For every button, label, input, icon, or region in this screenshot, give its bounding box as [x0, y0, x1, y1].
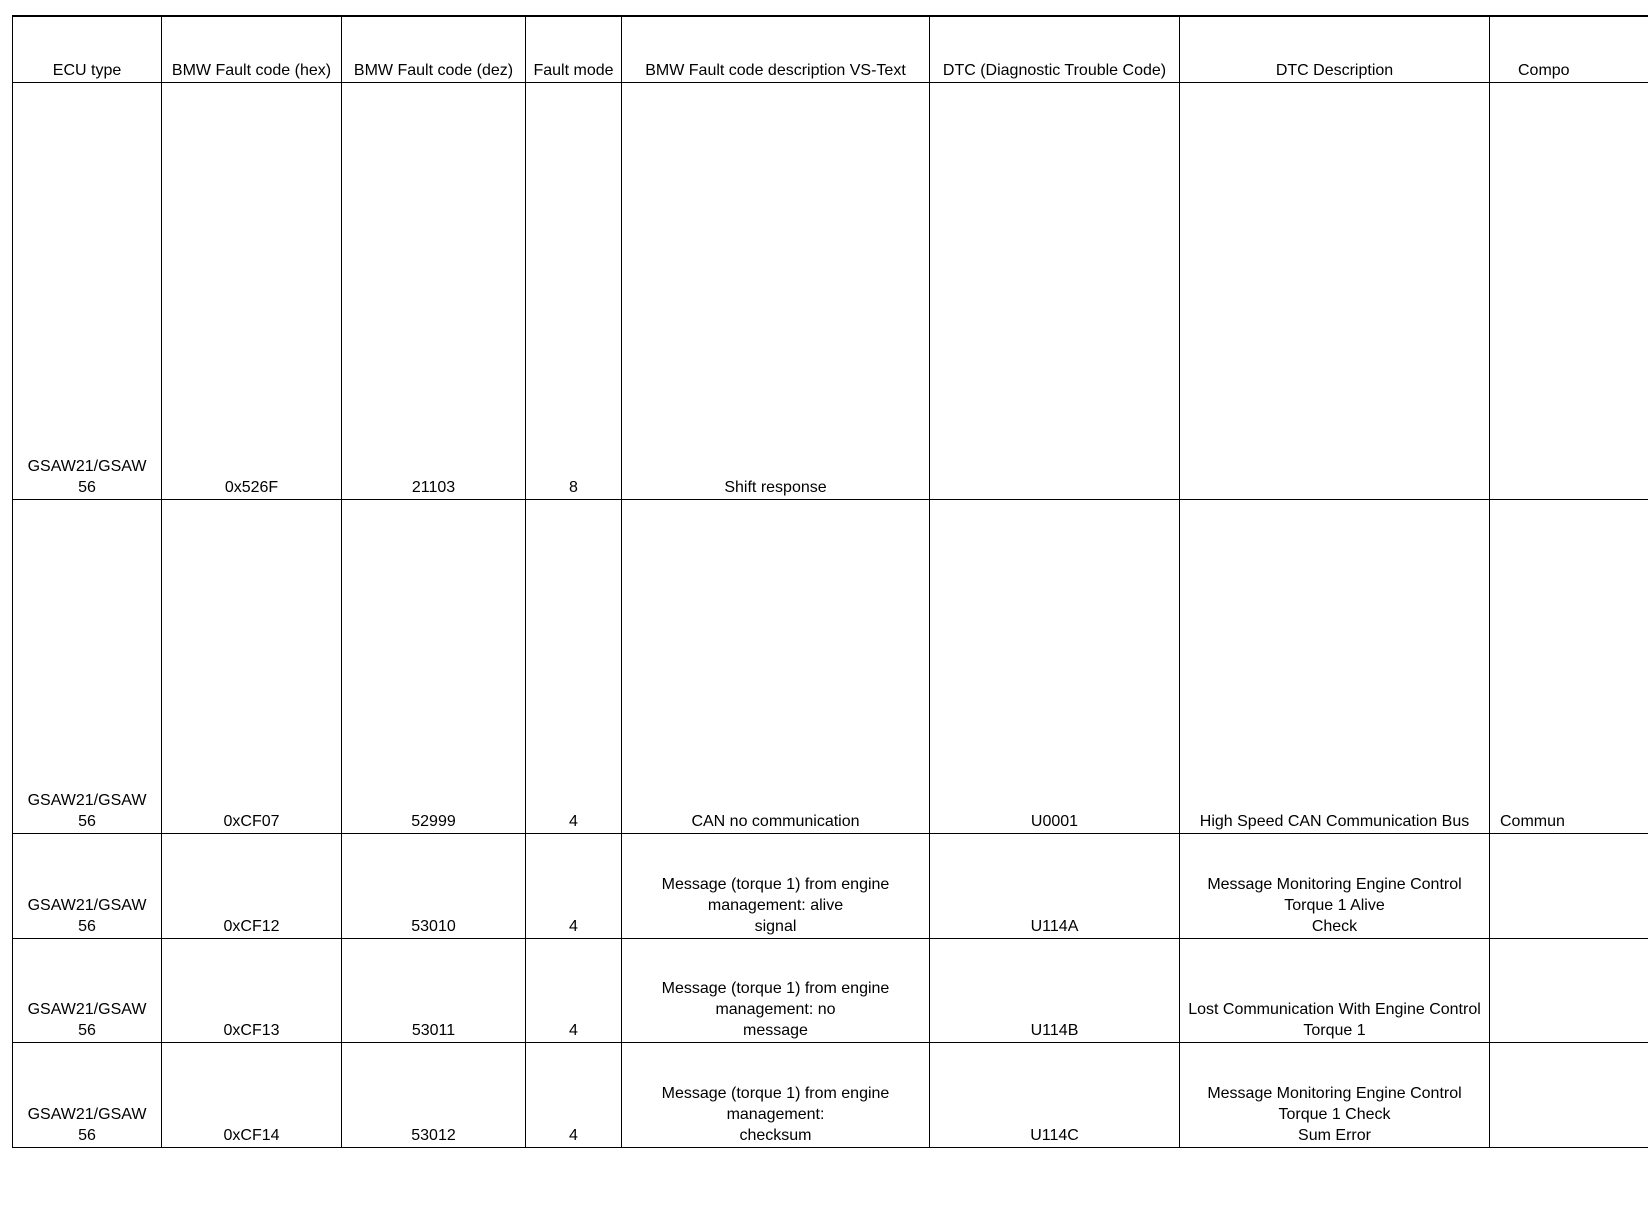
- cell-fault-mode: 8: [526, 82, 622, 499]
- cell-ecu-type: GSAW21/GSAW 56: [13, 1042, 162, 1147]
- cell-fault-code-hex: 0x526F: [162, 82, 342, 499]
- header-dtc-description: DTC Description: [1180, 16, 1490, 82]
- table-row: [13, 1042, 1648, 1147]
- cell-ecu-type: GSAW21/GSAW 56: [13, 938, 162, 1042]
- cell-fault-description: Shift response: [622, 82, 930, 499]
- cell-fault-code-dez: 53012: [342, 1042, 526, 1147]
- cell-dtc-description: [1180, 82, 1490, 499]
- cell-dtc: U114B: [930, 938, 1180, 1042]
- cell-fault-code-dez: 52999: [342, 499, 526, 833]
- cell-component: [1490, 938, 1648, 1042]
- cell-fault-code-hex: 0xCF13: [162, 938, 342, 1042]
- fault-code-table: [12, 15, 1648, 1148]
- cell-fault-code-dez: 53011: [342, 938, 526, 1042]
- header-row: [13, 16, 1648, 82]
- header-fault-code-dez: BMW Fault code (dez): [342, 16, 526, 82]
- cell-component: Commun: [1490, 499, 1648, 833]
- table-row: [13, 499, 1648, 833]
- cell-fault-code-hex: 0xCF07: [162, 499, 342, 833]
- cell-fault-mode: 4: [526, 499, 622, 833]
- cell-dtc: U0001: [930, 499, 1180, 833]
- header-fault-description: BMW Fault code description VS-Text: [622, 16, 930, 82]
- cell-dtc: U114A: [930, 833, 1180, 938]
- cell-fault-description: Message (torque 1) from engine management: no message: [622, 938, 930, 1042]
- cell-dtc-description: Lost Communication With Engine Control Torque 1: [1180, 938, 1490, 1042]
- cell-component: [1490, 82, 1648, 499]
- table-row: [13, 938, 1648, 1042]
- cell-dtc-description: Message Monitoring Engine Control Torque 1 Alive Check: [1180, 833, 1490, 938]
- cell-fault-description: Message (torque 1) from engine management: alive signal: [622, 833, 930, 938]
- header-fault-mode: Fault mode: [526, 16, 622, 82]
- cell-dtc-description: Message Monitoring Engine Control Torque 1 Check Sum Error: [1180, 1042, 1490, 1147]
- cell-fault-code-dez: 21103: [342, 82, 526, 499]
- cell-fault-mode: 4: [526, 1042, 622, 1147]
- header-dtc: DTC (Diagnostic Trouble Code): [930, 16, 1180, 82]
- cell-dtc: U114C: [930, 1042, 1180, 1147]
- header-ecu-type: ECU type: [13, 16, 162, 82]
- cell-dtc: [930, 82, 1180, 499]
- cell-fault-code-hex: 0xCF14: [162, 1042, 342, 1147]
- cell-fault-mode: 4: [526, 833, 622, 938]
- header-fault-code-hex: BMW Fault code (hex): [162, 16, 342, 82]
- cell-component: [1490, 833, 1648, 938]
- cell-ecu-type: GSAW21/GSAW 56: [13, 833, 162, 938]
- cell-fault-mode: 4: [526, 938, 622, 1042]
- cell-ecu-type: GSAW21/GSAW 56: [13, 499, 162, 833]
- table-row: [13, 82, 1648, 499]
- fault-code-sheet: [12, 15, 1648, 1205]
- table-row: [13, 833, 1648, 938]
- cell-ecu-type: GSAW21/GSAW 56: [13, 82, 162, 499]
- cell-fault-code-hex: 0xCF12: [162, 833, 342, 938]
- cell-fault-code-dez: 53010: [342, 833, 526, 938]
- cell-component: [1490, 1042, 1648, 1147]
- cell-fault-description: Message (torque 1) from engine management: checksum: [622, 1042, 930, 1147]
- header-component: Compo: [1490, 16, 1648, 82]
- cell-fault-description: CAN no communication: [622, 499, 930, 833]
- cell-dtc-description: High Speed CAN Communication Bus: [1180, 499, 1490, 833]
